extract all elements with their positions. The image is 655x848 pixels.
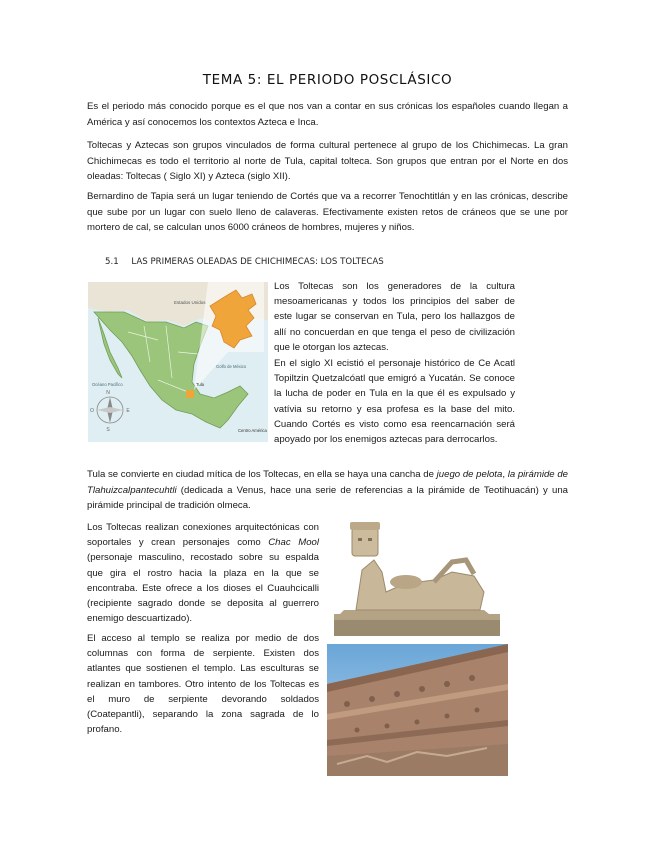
- paragraph-temple: El acceso al templo se realiza por medio de dos columnas con forma de serpiente. Existen dos atlantes que sostienen el templo. Las esculturas se realizan en tambores. Otro intento de los Toltecas es el muro de serpiente devorando soldados (Coatepantli), separando la zona sagrada de lo profano.: [87, 633, 319, 736]
- map-label-central: Centro América: [238, 428, 267, 433]
- map-label-pacific: Océano Pacífico: [92, 382, 123, 387]
- compass-rose: [97, 397, 123, 423]
- paragraph-toltecas-aztecas: Toltecas y Aztecas son grupos vinculados de forma cultural pertenece al grupo de los Chichimecas. La gran Chichimecas es todo el territorio al norte de Tula, capital tolteca. Son grupos que entran por el Norte en dos oleadas: Toltecas ( Siglo XI) y Azteca (siglo XII).: [87, 140, 568, 182]
- paragraph-toltecas-intro: Los Toltecas son los generadores de la cultura mesoamericanas y todos los principios del saber de este lugar se conservan en Tula, pero los hallazgos de allí no concuerdan en que tenga el peso de civilización que le otorgan los aztecas.: [274, 281, 515, 353]
- tula-text-1: Tula se convierte en ciudad mítica de los Toltecas, en ella se haya una cancha de: [87, 469, 437, 480]
- paragraph-chacmool: [87, 520, 319, 626]
- chac-mool-svg: [334, 510, 500, 636]
- section-heading: [105, 257, 384, 267]
- chacmool-italic: Chac Mool: [268, 537, 319, 549]
- compass-s: S: [106, 427, 110, 433]
- mexico-map-figure: [88, 282, 268, 442]
- compass-n: N: [106, 390, 110, 396]
- coatepantli-svg: [327, 644, 508, 776]
- tula-italic-ballgame: juego de pelota: [436, 469, 503, 480]
- map-label-usa: Estados Unidos: [174, 300, 206, 305]
- chacmool-text-2: (personaje masculino, recostado sobre su espalda que gira el rostro hacia la plaza en la que se encontraba. Este ofrece a los dioses el Cuauhcicalli (recipiente sagrado donde se deposita al guerrero enemigo descuartizado).: [87, 552, 319, 625]
- paragraph-bernardino: Bernardino de Tapia será un lugar teniendo de Cortés que va a recorrer Tenochtitlán y en las crónicas, describe que sube por un lugar con suelo lleno de calaveras. Efectivamente existen retos de cráneos que se une por mortero de cal, se calculan unos 6000 cráneos de hombres, mujeres y niños.: [87, 191, 568, 233]
- section-title: LAS PRIMERAS OLEADAS DE CHICHIMECAS: LOS TOLTECAS: [131, 257, 384, 267]
- tula-text-2: (dedicada a Venus, hace una serie de referencias a la pirámide de Teotihuacán) y una pirámide principal de tradición olmeca.: [87, 484, 568, 511]
- map-label-tula: Tula: [196, 382, 204, 387]
- tula-italic-pyramid: la pirámide de Tlahuizcalpantecuhtli: [87, 469, 568, 496]
- paragraph-intro: Es el periodo más conocido porque es el que nos van a contar en sus crónicas los españoles cuando llegan a América y así conocemos los contextos Azteca e Inca.: [87, 101, 568, 128]
- tula-text-sep: ,: [502, 469, 508, 480]
- paragraph-quetzalcoatl: En el siglo XI ecistió el personaje histórico de Ce Acatl Topiltzin Quetzalcóatl que emigró a Yucatán. Se conoce la lucha de poder en Tula en la que él es expulsado y vatívia su retorno y esa profesa es la base del mito. Cuando Cortés es visto como esa reencarnación será apoyado por los enemigos aztecas para derrocarlos.: [274, 358, 515, 446]
- compass-e: E: [126, 408, 130, 414]
- mexico-map-svg: [88, 282, 268, 442]
- compass-o: O: [90, 408, 94, 414]
- section-number: 5.1: [105, 257, 119, 267]
- map-label-gulf: Golfo de México: [216, 364, 247, 369]
- page-title: TEMA 5: EL PERIODO POSCLÁSICO: [202, 72, 453, 88]
- paragraph-tula-city: [87, 467, 568, 514]
- chacmool-text-1: Los Toltecas realizan conexiones arquitectónicas con soportales y crean personajes como: [87, 522, 319, 549]
- tula-marker: [186, 390, 194, 398]
- coatepantli-photo: [327, 644, 508, 776]
- chac-mool-photo: [334, 510, 500, 636]
